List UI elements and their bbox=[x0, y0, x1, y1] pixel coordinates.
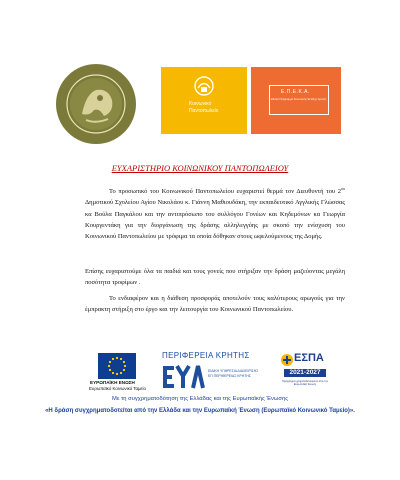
social-grocery-logo bbox=[161, 67, 247, 134]
esf-label: Ευρωπαϊκό Κοινωνικό Ταμείο bbox=[89, 386, 146, 391]
document-title: ΕΥΧΑΡΙΣΤΗΡΙΟ ΚΟΙΝΩΝΙΚΟΥ ΠΑΝΤΟΠΩΛΕΙΟΥ bbox=[111, 163, 289, 173]
paragraph-support: Το ενδιαφέρον και η διάθεση προσφοράς αποτελούν τους καλύτερους αρωγούς για την έμπρακτη στήριξη στο έργο και την λειτουργία του Κοινωνικού Παντοπωλείου. bbox=[85, 295, 345, 314]
epeka-logo bbox=[251, 67, 341, 134]
epeka-title: Ε.Π.Ε.Κ.Α. bbox=[281, 89, 310, 95]
social-grocery-icon bbox=[193, 75, 215, 97]
epeka-subtitle: Εθνικό Πρόγραμμα Κοινωνικής Ένταξης Αγοράς bbox=[271, 98, 327, 101]
espa-subtitle: Πρόγραμμα χρηματοδοτούμενο από την Ευρωπαϊκή Ένωση bbox=[281, 380, 328, 387]
espa-word: ΕΣΠΑ bbox=[294, 352, 324, 364]
paragraph-thanks bbox=[85, 186, 345, 242]
social-grocery-line1: Κοινωνικό bbox=[189, 101, 212, 107]
eu-label: ΕΥΡΩΠΑΪΚΗ ΕΝΩΣΗ bbox=[90, 380, 135, 385]
cofunding-note: Με τη συγχρηματοδότηση της Ελλάδας και της Ευρωπαϊκής Ένωσης bbox=[111, 396, 289, 402]
espa-logo bbox=[278, 351, 330, 393]
region-title: ΠΕΡΙΦΕΡΕΙΑ ΚΡΗΤΗΣ bbox=[162, 351, 250, 360]
eu-flag-icon bbox=[98, 353, 136, 379]
espa-years: 2021-2027 bbox=[284, 369, 326, 377]
eyd-logo-icon bbox=[162, 363, 206, 391]
eu-stars-icon bbox=[98, 353, 136, 379]
paragraph-thanks-part2: Δημοτικού Σχολείου Αγίου Νικολάου κ. Γιάννη Μαθιουδάκη, την εκπαιδευτικό Αγγλικής Γλώσσας κα Βούλα Παγκάλου και την αντιπρόσωπο του συλλόγου Γονέων και Κηδεμόνων κα Γεωργία Κουργεντάκη για την διοργάνωση της δράσης αλληλεγγύης με σκοπό την ενίσχυση του Κοινωνικού Παντοπωλείου με τρόφιμα τα οποία δόθηκαν στους ωφελούμενους της Δομής. bbox=[85, 199, 345, 241]
eyd-text: ΕΙΔΙΚΗ ΥΠΗΡΕΣΙΑ ΔΙΑΧΕΙΡΙΣΗΣ ΕΠ ΠΕΡΙΦΕΡΕΙΑΣ ΚΡΗΤΗΣ bbox=[208, 369, 259, 378]
espa-mark-icon bbox=[280, 353, 294, 367]
ordinal-suffix: ου bbox=[341, 185, 345, 191]
social-grocery-line2: Παντοπωλείο bbox=[189, 108, 219, 114]
municipality-logo bbox=[56, 64, 136, 144]
paragraph-children: Επίσης ευχαριστούμε όλα τα παιδιά και τους γονείς που στήριξαν την δράση μαζεύοντας μεγάλη ποσότητα τροφίμων . bbox=[85, 268, 345, 287]
funding-footer: «Η δράση συγχρηματοδοτείται από την Ελλάδα και την Ευρωπαϊκή Ένωση (Ευρωπαϊκό Κοινωνικό Ταμείο)». bbox=[45, 408, 355, 414]
municipality-emblem-icon bbox=[56, 64, 136, 144]
paragraph-thanks-part1: Το προσωπικό του Κοινωνικού Παντοπωλείου ευχαριστεί θερμά τον Διευθυντή του 2 bbox=[109, 188, 342, 195]
